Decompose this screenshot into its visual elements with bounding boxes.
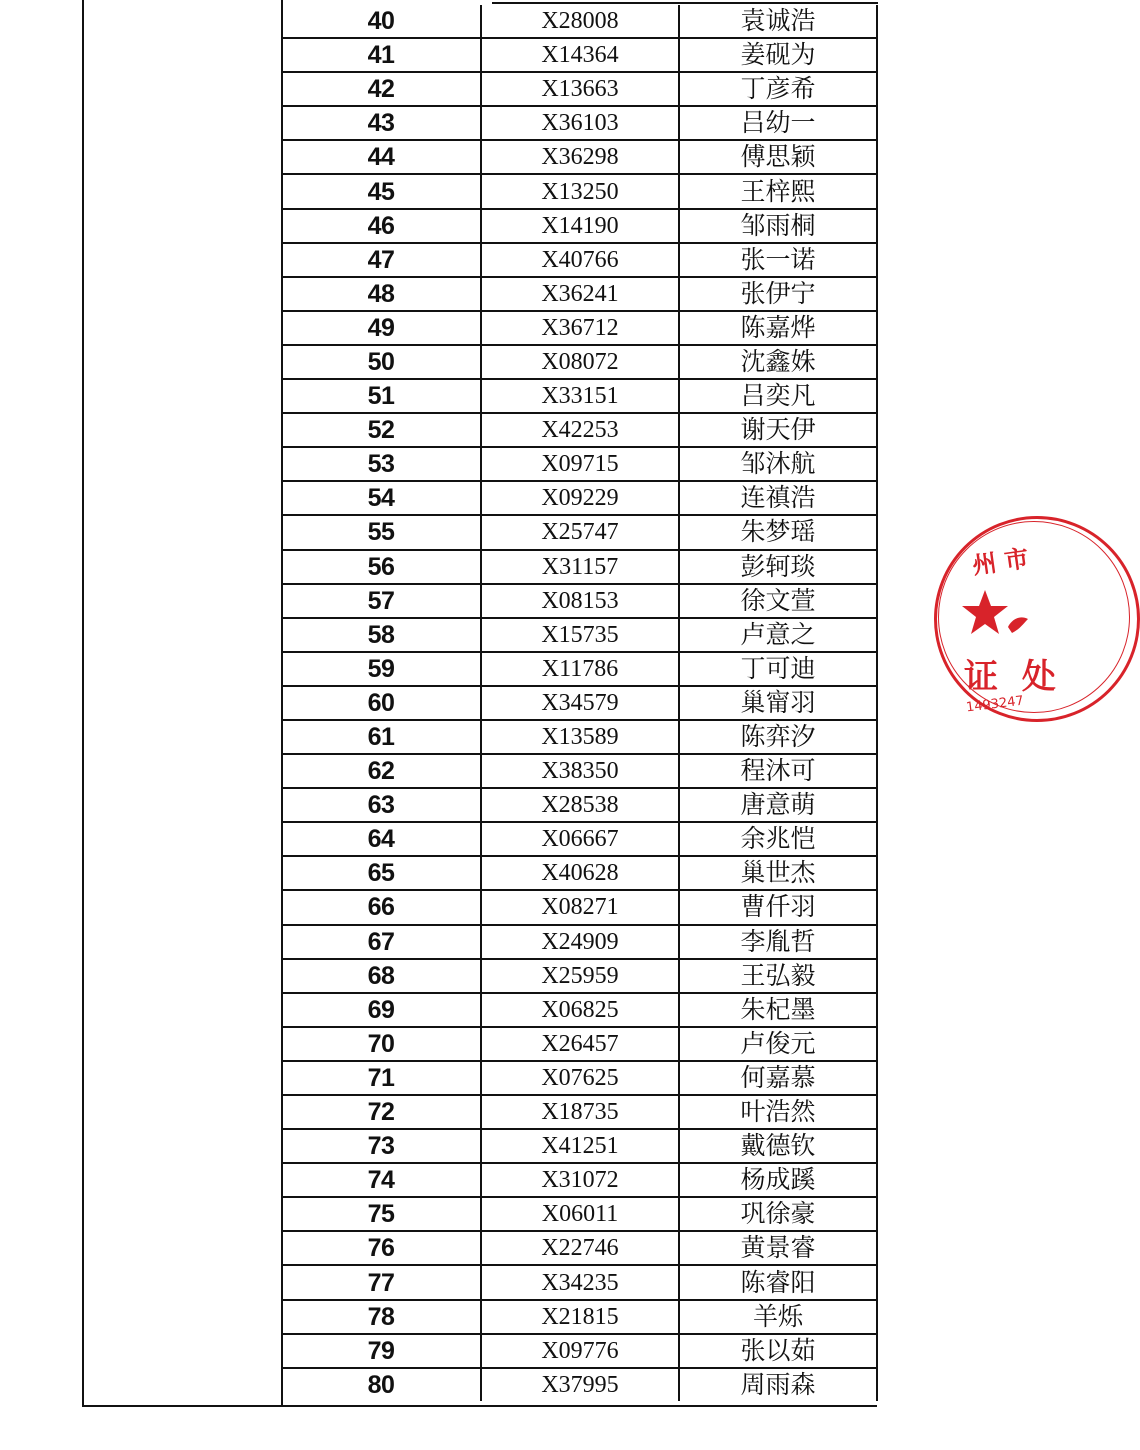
table-row bbox=[282, 890, 877, 924]
table-row bbox=[282, 1265, 877, 1299]
student-name: 叶浩然 bbox=[679, 1095, 877, 1129]
row-number: 47 bbox=[282, 243, 481, 277]
row-number: 73 bbox=[282, 1129, 481, 1163]
candidate-id: X24909 bbox=[481, 925, 679, 959]
table-row bbox=[282, 140, 877, 174]
row-number: 40 bbox=[282, 5, 481, 38]
candidate-id: X08153 bbox=[481, 584, 679, 618]
student-name: 张以茹 bbox=[679, 1334, 877, 1368]
student-name: 吕幼一 bbox=[679, 106, 877, 140]
table-row bbox=[282, 481, 877, 515]
table-row bbox=[282, 174, 877, 208]
table-row bbox=[282, 1095, 877, 1129]
candidate-id: X13250 bbox=[481, 174, 679, 208]
table-row bbox=[282, 550, 877, 584]
student-name: 周雨森 bbox=[679, 1368, 877, 1401]
student-name: 李胤哲 bbox=[679, 925, 877, 959]
table-row bbox=[282, 243, 877, 277]
table-row bbox=[282, 106, 877, 140]
candidate-id: X09229 bbox=[481, 481, 679, 515]
student-name: 傅思颖 bbox=[679, 140, 877, 174]
row-number: 60 bbox=[282, 686, 481, 720]
student-name: 程沐可 bbox=[679, 754, 877, 788]
candidate-id: X06011 bbox=[481, 1197, 679, 1231]
candidate-id: X18735 bbox=[481, 1095, 679, 1129]
candidate-id: X06825 bbox=[481, 993, 679, 1027]
candidate-id: X36241 bbox=[481, 277, 679, 311]
table-row bbox=[282, 959, 877, 993]
candidate-id: X13589 bbox=[481, 720, 679, 754]
row-number: 80 bbox=[282, 1368, 481, 1401]
student-name: 余兆恺 bbox=[679, 822, 877, 856]
student-name: 陈弈汐 bbox=[679, 720, 877, 754]
row-number: 41 bbox=[282, 38, 481, 72]
candidate-id: X14190 bbox=[481, 209, 679, 243]
table-row bbox=[282, 993, 877, 1027]
student-name: 张伊宁 bbox=[679, 277, 877, 311]
candidate-id: X09776 bbox=[481, 1334, 679, 1368]
top-border-fragment bbox=[492, 2, 878, 4]
student-name: 邹沐航 bbox=[679, 447, 877, 481]
table-row bbox=[282, 447, 877, 481]
student-name: 吕奕凡 bbox=[679, 379, 877, 413]
row-number: 69 bbox=[282, 993, 481, 1027]
student-name: 卢俊元 bbox=[679, 1027, 877, 1061]
candidate-id: X08271 bbox=[481, 890, 679, 924]
candidate-id: X31157 bbox=[481, 550, 679, 584]
student-name: 张一诺 bbox=[679, 243, 877, 277]
student-name: 丁彦希 bbox=[679, 72, 877, 106]
student-name: 丁可迪 bbox=[679, 652, 877, 686]
student-name: 邹雨桐 bbox=[679, 209, 877, 243]
student-name: 朱梦瑶 bbox=[679, 515, 877, 549]
candidate-id: X37995 bbox=[481, 1368, 679, 1401]
candidate-id: X09715 bbox=[481, 447, 679, 481]
candidate-id: X13663 bbox=[481, 72, 679, 106]
student-name: 陈嘉烨 bbox=[679, 311, 877, 345]
student-name: 羊烁 bbox=[679, 1300, 877, 1334]
bottom-border-line bbox=[82, 1405, 877, 1407]
candidate-id: X38350 bbox=[481, 754, 679, 788]
candidate-id: X25959 bbox=[481, 959, 679, 993]
seal-emblem-mark bbox=[1006, 613, 1032, 637]
candidate-id: X41251 bbox=[481, 1129, 679, 1163]
table-row bbox=[282, 5, 877, 38]
student-name: 陈睿阳 bbox=[679, 1265, 877, 1299]
student-name: 戴德钦 bbox=[679, 1129, 877, 1163]
row-number: 68 bbox=[282, 959, 481, 993]
row-number: 76 bbox=[282, 1231, 481, 1265]
candidate-id: X06667 bbox=[481, 822, 679, 856]
student-name: 黄景睿 bbox=[679, 1231, 877, 1265]
table-row bbox=[282, 1027, 877, 1061]
table-row bbox=[282, 618, 877, 652]
candidate-id: X14364 bbox=[481, 38, 679, 72]
table-row bbox=[282, 345, 877, 379]
candidate-id: X31072 bbox=[481, 1163, 679, 1197]
admission-list-table bbox=[282, 5, 877, 1401]
student-name: 曹仟羽 bbox=[679, 890, 877, 924]
student-name: 王弘毅 bbox=[679, 959, 877, 993]
seal-code-text: 1493247 bbox=[965, 693, 1025, 716]
row-number: 50 bbox=[282, 345, 481, 379]
table-row bbox=[282, 925, 877, 959]
row-number: 71 bbox=[282, 1061, 481, 1095]
student-name: 袁诚浩 bbox=[679, 5, 877, 38]
table-row bbox=[282, 515, 877, 549]
table-row bbox=[282, 1334, 877, 1368]
student-name: 何嘉慕 bbox=[679, 1061, 877, 1095]
row-number: 44 bbox=[282, 140, 481, 174]
star-icon bbox=[960, 588, 1010, 638]
candidate-id: X36298 bbox=[481, 140, 679, 174]
row-number: 52 bbox=[282, 413, 481, 447]
student-name: 杨成蹊 bbox=[679, 1163, 877, 1197]
student-name: 朱杞墨 bbox=[679, 993, 877, 1027]
table-row bbox=[282, 1197, 877, 1231]
candidate-id: X36712 bbox=[481, 311, 679, 345]
student-name: 卢意之 bbox=[679, 618, 877, 652]
candidate-id: X26457 bbox=[481, 1027, 679, 1061]
row-number: 49 bbox=[282, 311, 481, 345]
candidate-id: X33151 bbox=[481, 379, 679, 413]
row-number: 63 bbox=[282, 788, 481, 822]
candidate-id: X34579 bbox=[481, 686, 679, 720]
row-number: 62 bbox=[282, 754, 481, 788]
student-name: 姜砚为 bbox=[679, 38, 877, 72]
row-number: 54 bbox=[282, 481, 481, 515]
row-number: 56 bbox=[282, 550, 481, 584]
student-name: 徐文萱 bbox=[679, 584, 877, 618]
row-number: 79 bbox=[282, 1334, 481, 1368]
student-name: 巩徐豪 bbox=[679, 1197, 877, 1231]
table-row bbox=[282, 1368, 877, 1401]
student-name: 巢世杰 bbox=[679, 856, 877, 890]
row-number: 58 bbox=[282, 618, 481, 652]
candidate-id: X40628 bbox=[481, 856, 679, 890]
table-row bbox=[282, 652, 877, 686]
candidate-id: X22746 bbox=[481, 1231, 679, 1265]
student-name: 唐意萌 bbox=[679, 788, 877, 822]
table-row bbox=[282, 379, 877, 413]
candidate-id: X15735 bbox=[481, 618, 679, 652]
candidate-id: X28008 bbox=[481, 5, 679, 38]
student-name: 连禛浩 bbox=[679, 481, 877, 515]
table-row bbox=[282, 1300, 877, 1334]
candidate-id: X28538 bbox=[481, 788, 679, 822]
table-row bbox=[282, 788, 877, 822]
candidate-id: X07625 bbox=[481, 1061, 679, 1095]
table-row bbox=[282, 1231, 877, 1265]
seal-bottom-text: 证 处 bbox=[964, 657, 1062, 697]
candidate-id: X42253 bbox=[481, 413, 679, 447]
student-name: 王梓熙 bbox=[679, 174, 877, 208]
table-row bbox=[282, 311, 877, 345]
candidate-id: X40766 bbox=[481, 243, 679, 277]
table-row bbox=[282, 1061, 877, 1095]
left-border-line bbox=[82, 0, 84, 1406]
row-number: 67 bbox=[282, 925, 481, 959]
candidate-id: X25747 bbox=[481, 515, 679, 549]
row-number: 43 bbox=[282, 106, 481, 140]
table-row bbox=[282, 277, 877, 311]
candidate-id: X34235 bbox=[481, 1265, 679, 1299]
table-row bbox=[282, 72, 877, 106]
row-number: 70 bbox=[282, 1027, 481, 1061]
row-number: 51 bbox=[282, 379, 481, 413]
row-number: 42 bbox=[282, 72, 481, 106]
row-number: 61 bbox=[282, 720, 481, 754]
row-number: 66 bbox=[282, 890, 481, 924]
table-row bbox=[282, 1163, 877, 1197]
row-number: 77 bbox=[282, 1265, 481, 1299]
table-row bbox=[282, 754, 877, 788]
row-number: 57 bbox=[282, 584, 481, 618]
table-row bbox=[282, 856, 877, 890]
row-number: 53 bbox=[282, 447, 481, 481]
row-number: 59 bbox=[282, 652, 481, 686]
table-row bbox=[282, 686, 877, 720]
student-name: 巢甯羽 bbox=[679, 686, 877, 720]
table-row bbox=[282, 209, 877, 243]
row-number: 75 bbox=[282, 1197, 481, 1231]
row-number: 65 bbox=[282, 856, 481, 890]
table-row bbox=[282, 584, 877, 618]
candidate-id: X11786 bbox=[481, 652, 679, 686]
table-row bbox=[282, 38, 877, 72]
table-row bbox=[282, 720, 877, 754]
row-number: 74 bbox=[282, 1163, 481, 1197]
row-number: 55 bbox=[282, 515, 481, 549]
student-name: 彭轲琰 bbox=[679, 550, 877, 584]
table-row bbox=[282, 413, 877, 447]
row-number: 78 bbox=[282, 1300, 481, 1334]
table-row bbox=[282, 822, 877, 856]
table-row bbox=[282, 1129, 877, 1163]
row-number: 45 bbox=[282, 174, 481, 208]
row-number: 46 bbox=[282, 209, 481, 243]
table-body bbox=[282, 5, 877, 1401]
candidate-id: X36103 bbox=[481, 106, 679, 140]
row-number: 72 bbox=[282, 1095, 481, 1129]
seal-top-text: 州 市 bbox=[970, 544, 1031, 580]
candidate-id: X21815 bbox=[481, 1300, 679, 1334]
candidate-id: X08072 bbox=[481, 345, 679, 379]
row-number: 64 bbox=[282, 822, 481, 856]
student-name: 沈鑫姝 bbox=[679, 345, 877, 379]
row-number: 48 bbox=[282, 277, 481, 311]
student-name: 谢天伊 bbox=[679, 413, 877, 447]
